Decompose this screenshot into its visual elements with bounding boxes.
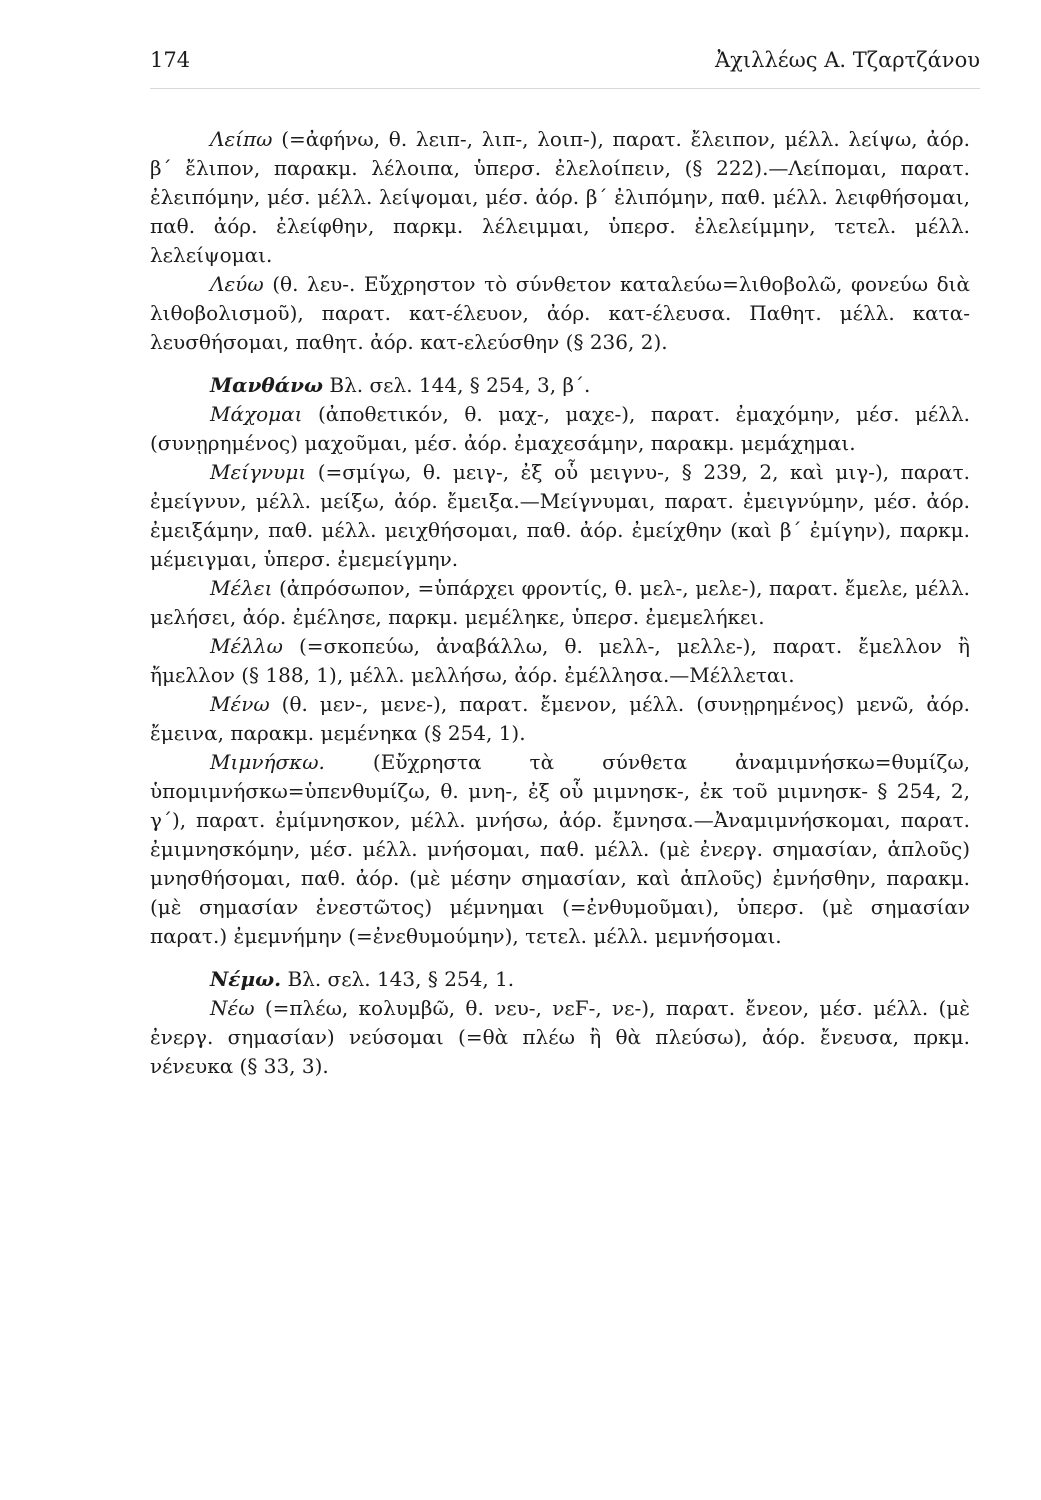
entry-lemma: Μάχομαι bbox=[210, 402, 303, 426]
entry-lemma: Μιμνήσκω. bbox=[210, 750, 325, 774]
entry-meno bbox=[150, 690, 970, 748]
entry-text: (=πλέω, κολυμβῶ, θ. νευ-, νεϜ-, νε-), παρατ. ἔνεον, μέσ. μέλλ. (μὲ ἐνεργ. σημασίαν) νεύσομαι (=θὰ πλέω ἢ θὰ πλεύσω), ἀόρ. ἔνευσα, πρκμ. νένευκα (§ 33, 3). bbox=[150, 996, 970, 1078]
entry-text: (=ἀφήνω, θ. λειπ-, λιπ-, λοιπ-), παρατ. ἔλειπον, μέλλ. λείψω, ἀόρ. β΄ ἔλιπον, παρακμ. λέλοιπα, ὑπερσ. ἐλελοίπειν, (§ 222).—Λείπομαι, παρατ. ἐλειπόμην, μέσ. μέλλ. λείψομαι, μέσ. ἀόρ. β΄ ἐλιπόμην, παθ. μέλλ. λειφθήσομαι, παθ. ἀόρ. ἐλείφθην, παρκμ. λέλειμμαι, ὑπερσ. ἐλελείμμην, τετελ. μέλλ. λελείψομαι. bbox=[150, 127, 970, 267]
entry-text: Βλ. σελ. 143, § 254, 1. bbox=[281, 967, 515, 991]
entry-text: (ἀποθετικόν, θ. μαχ-, μαχε-), παρατ. ἐμαχόμην, μέσ. μέλλ. (συνῃρημένος) μαχοῦμαι, μέσ. ἀόρ. ἐμαχεσάμην, παρακμ. μεμάχημαι. bbox=[150, 402, 970, 455]
page-header bbox=[150, 48, 980, 72]
entry-meignymi bbox=[150, 458, 970, 574]
entry-text: (θ. μεν-, μενε-), παρατ. ἔμενον, μέλλ. (συνῃρημένος) μενῶ, ἀόρ. ἔμεινα, παρακμ. μεμένηκα (§ 254, 1). bbox=[150, 692, 970, 745]
entry-lemma: Μένω bbox=[210, 692, 270, 716]
entry-machomai bbox=[150, 400, 970, 458]
entry-leipo bbox=[150, 125, 970, 270]
entry-lemma: Λείπω bbox=[210, 127, 273, 151]
entry-leuo bbox=[150, 270, 970, 357]
entry-text: (θ. λευ-. Εὔχρηστον τὸ σύνθετον καταλεύω=λιθοβολῶ, φονεύω διὰ λιθοβολισμοῦ), παρατ. κατ-έλευον, ἀόρ. κατ-έλευσα. Παθητ. μέλλ. κατα-λευσθήσομαι, παθητ. ἀόρ. κατ-ελεύσθην (§ 236, 2). bbox=[150, 272, 970, 354]
entry-lemma: Νέμω. bbox=[210, 967, 282, 991]
entry-text: (ἀπρόσωπον, =ὑπάρχει φροντίς, θ. μελ-, μελε-), παρατ. ἔμελε, μέλλ. μελήσει, ἀόρ. ἐμέλησε, παρκμ. μεμέληκε, ὑπερσ. ἐμεμελήκει. bbox=[150, 576, 970, 629]
entry-text: (=σκοπεύω, ἀναβάλλω, θ. μελλ-, μελλε-), παρατ. ἔμελλον ἢ ἤμελλον (§ 188, 1), μέλλ. μελλήσω, ἀόρ. ἐμέλλησα.—Μέλλεται. bbox=[150, 634, 970, 687]
entry-text: Βλ. σελ. 144, § 254, 3, β΄. bbox=[323, 373, 591, 397]
entry-mello bbox=[150, 632, 970, 690]
entry-manthano bbox=[150, 371, 970, 400]
entry-lemma: Μέλλω bbox=[210, 634, 283, 658]
entry-text: (Εὔχρηστα τὰ σύνθετα ἀναμιμνήσκω=θυμίζω, ὑπομιμνήσκω=ὑπενθυμίζω, θ. μνη-, ἐξ οὗ μιμνησκ-, ἐκ τοῦ μιμνησκ- § 254, 2, γ΄), παρατ. ἐμίμνησκον, μέλλ. μνήσω, ἀόρ. ἔμνησα.—Ἀναμιμνήσκομαι, παρατ. ἐμιμνησκόμην, μέσ. μέλλ. μνήσομαι, παθ. μέλλ. (μὲ ἐνεργ. σημασίαν, ἁπλοῦς) μνησθήσομαι, παθ. ἀόρ. (μὲ μέσην σημασίαν, καὶ ἁπλοῦς) ἐμνήσθην, παρακμ. (μὲ σημασίαν ἐνεστῶτος) μέμνημαι (=ἐνθυμοῦμαι), ὑπερσ. (μὲ σημασίαν παρατ.) ἐμεμνήμην (=ἐνεθυμούμην), τετελ. μέλλ. μεμνήσομαι. bbox=[150, 750, 970, 948]
entry-nemo bbox=[150, 965, 970, 994]
running-title: Ἀχιλλέως Α. Τζαρτζάνου bbox=[715, 48, 980, 72]
entry-lemma: Νέω bbox=[210, 996, 255, 1020]
entry-neo bbox=[150, 994, 970, 1081]
page-number: 174 bbox=[150, 48, 191, 72]
entry-lemma: Μείγνυμι bbox=[210, 460, 307, 484]
entry-melei bbox=[150, 574, 970, 632]
entry-lemma: Μανθάνω bbox=[210, 373, 324, 397]
entry-lemma: Μέλει bbox=[210, 576, 273, 600]
entry-lemma: Λεύω bbox=[210, 272, 264, 296]
entry-mimnesko bbox=[150, 748, 970, 951]
header-rule bbox=[150, 88, 980, 89]
dictionary-body bbox=[150, 125, 970, 1081]
entry-text: (=σμίγω, θ. μειγ-, ἐξ οὗ μειγνυ-, § 239, 2, καὶ μιγ-), παρατ. ἐμείγνυν, μέλλ. μείξω, ἀόρ. ἔμειξα.—Μείγνυμαι, παρατ. ἐμειγνύμην, μέσ. ἀόρ. ἐμειξάμην, παθ. μέλλ. μειχθήσομαι, παθ. ἀόρ. ἐμείχθην (καὶ β΄ ἐμίγην), παρκμ. μέμειγμαι, ὑπερσ. ἐμεμείγμην. bbox=[150, 460, 970, 571]
